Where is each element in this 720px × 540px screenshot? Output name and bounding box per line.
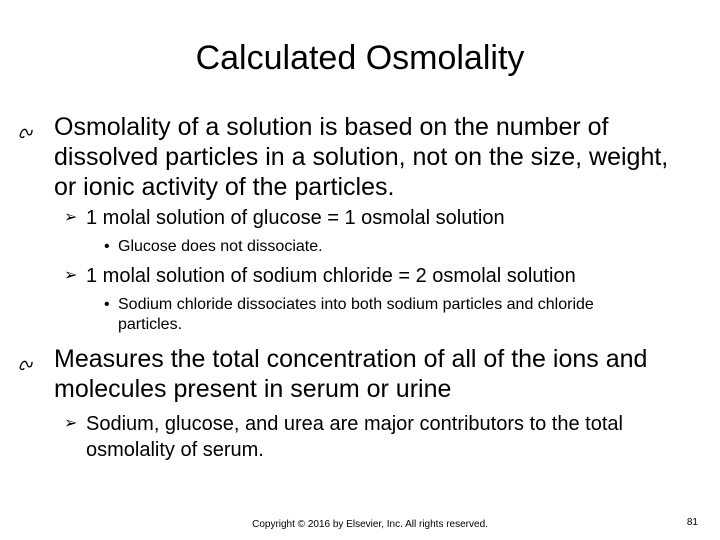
scroll-flourish-icon <box>18 356 34 372</box>
arrow-bullet-icon: ➢ <box>64 209 78 226</box>
page-number: 81 <box>686 517 698 528</box>
scroll-flourish-icon <box>18 124 34 140</box>
arrow-bullet-icon: ➢ <box>64 267 78 284</box>
sub-bullet-major-contributors: Sodium, glucose, and urea are major contributors to the total osmolality of serum. <box>86 413 623 461</box>
copyright-footer: Copyright © 2016 by Elsevier, Inc. All rights reserved. <box>252 519 488 530</box>
sub-bullet-sodium-chloride: 1 molal solution of sodium chloride = 2 osmolal solution <box>86 265 576 287</box>
slide-title: Calculated Osmolality <box>195 39 525 77</box>
note-glucose: Glucose does not dissociate. <box>118 238 323 255</box>
arrow-bullet-icon: ➢ <box>64 415 78 432</box>
dot-bullet-icon: • <box>104 296 110 313</box>
note-sodium-chloride: Sodium chloride dissociates into both sodium particles and chloride particles. <box>118 296 594 333</box>
bullet-osmolality-definition: Osmolality of a solution is based on the number of dissolved particles in a solution, not on the size, weight, or ionic activity of the particles. <box>54 113 669 201</box>
bullet-total-concentration: Measures the total concentration of all of the ions and molecules present in serum or urine <box>54 345 648 403</box>
dot-bullet-icon: • <box>104 238 110 255</box>
sub-bullet-glucose: 1 molal solution of glucose = 1 osmolal solution <box>86 207 505 229</box>
